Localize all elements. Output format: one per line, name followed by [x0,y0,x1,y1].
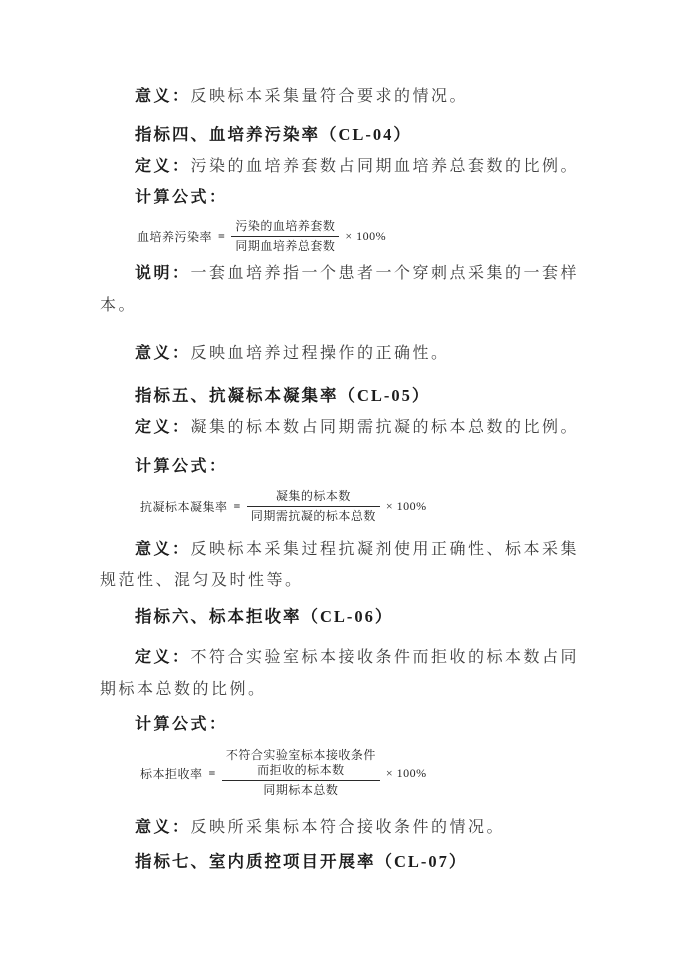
definition-label: 定义： [135,158,191,175]
denominator: 同期血培养总套数 [231,236,339,254]
formula-blood-culture-contamination-rate [137,219,386,254]
meaning-label: 意义： [135,541,191,558]
equals-sign: = [233,499,241,513]
equals-sign: = [208,765,216,780]
denominator: 同期标本总数 [222,780,380,798]
meaning-text: 反映所采集标本符合接收条件的情况。 [190,819,506,836]
multiplier: × 100% [345,229,387,243]
indicator4-formula-caption: 计算公式： [135,189,228,206]
intro-meaning-line [100,88,468,106]
note-text: 一套血培养指一个患者一个穿刺点采集的一套样 [190,265,580,282]
numerator: 不符合实验室标本接收条件 而拒收的标本数 [225,748,376,777]
numerator: 污染的血培养套数 [235,219,336,233]
indicator4-note-line1 [100,265,579,283]
formula-lhs: 抗凝标本凝集率 [140,500,228,514]
denominator: 同期需抗凝的标本总数 [247,506,380,524]
meaning-text: 反映血培养过程操作的正确性。 [190,345,450,362]
formula-lhs: 血培养污染率 [137,230,213,244]
indicator5-heading: 指标五、抗凝标本凝集率（CL-05） [135,386,431,405]
indicator6-definition-line1 [100,649,579,667]
meaning-label: 意义： [135,88,191,105]
indicator6-formula-caption: 计算公式： [135,716,228,733]
indicator4-definition-line [100,158,579,176]
definition-text: 污染的血培养套数占同期血培养总套数的比例。 [190,158,580,175]
indicator5-meaning-line1 [100,541,579,559]
indicator6-meaning-line [100,819,505,837]
numerator: 凝集的标本数 [275,489,351,503]
definition-label: 定义： [135,649,191,666]
meaning-label: 意义： [135,345,191,362]
meaning-text: 反映标本采集量符合要求的情况。 [190,88,469,105]
formula-lhs: 标本拒收率 [140,766,203,781]
indicator6-heading: 指标六、标本拒收率（CL-06） [135,607,394,626]
meaning-label: 意义： [135,819,191,836]
indicator5-meaning-line2: 规范性、混匀及时性等。 [100,572,304,589]
equals-sign: = [218,229,226,243]
indicator5-definition-line [100,419,579,437]
fraction [247,489,380,524]
fraction [231,219,339,254]
indicator4-heading: 指标四、血培养污染率（CL-04） [135,125,412,144]
meaning-text: 反映标本采集过程抗凝剂使用正确性、标本采集 [190,541,580,558]
formula-specimen-rejection-rate [140,748,427,798]
note-label: 说明： [135,265,191,282]
definition-text: 凝集的标本数占同期需抗凝的标本总数的比例。 [190,419,580,436]
definition-text: 不符合实验室标本接收条件而拒收的标本数占同 [190,649,580,666]
multiplier: × 100% [385,499,427,513]
indicator6-definition-line2: 期标本总数的比例。 [100,681,267,698]
indicator7-heading: 指标七、室内质控项目开展率（CL-07） [135,852,468,871]
indicator4-note-line2: 本。 [100,297,138,314]
multiplier: × 100% [385,765,427,780]
indicator4-meaning-line [100,345,450,363]
indicator5-formula-caption: 计算公式： [135,458,228,475]
fraction [222,748,380,798]
definition-label: 定义： [135,419,191,436]
formula-anticoagulated-specimen-clotting-rate [140,489,427,524]
